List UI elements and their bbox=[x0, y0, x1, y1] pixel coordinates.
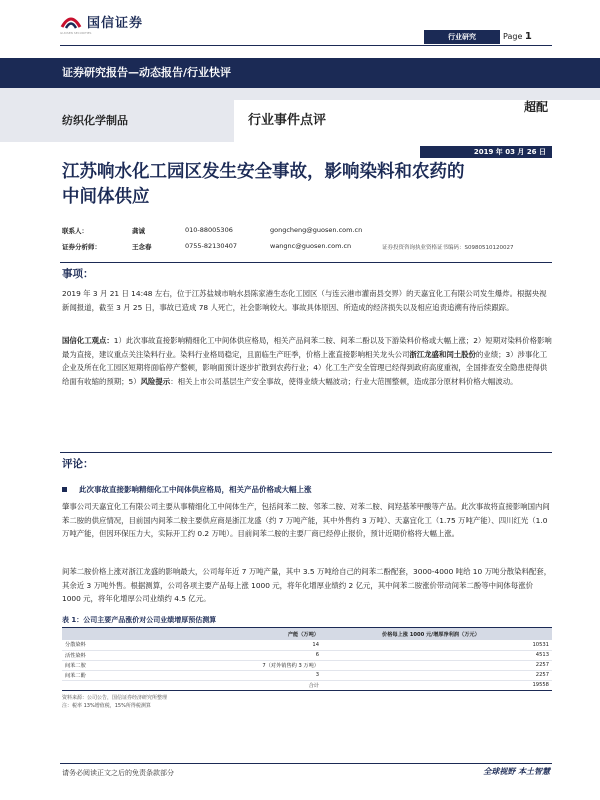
view-paragraph bbox=[62, 334, 552, 388]
company-logo bbox=[60, 12, 143, 31]
page-label: Page bbox=[503, 32, 523, 41]
commentary-type: 行业事件点评 bbox=[248, 113, 327, 128]
contact-name: 龚诚 bbox=[132, 227, 145, 235]
footer-rule bbox=[60, 763, 552, 764]
table-cell: 14 bbox=[172, 640, 322, 650]
page-number: 1 bbox=[524, 31, 532, 42]
table-total-row bbox=[62, 680, 552, 690]
table-cell: 10531 bbox=[322, 640, 552, 650]
table-row bbox=[62, 640, 552, 650]
table-source: 资料来源：公司公告，国信证券经济研究所整理 bbox=[62, 694, 168, 701]
comment-paragraph-1: 肇事公司天嘉宜化工有限公司主要从事精细化工中间体生产，包括间苯二胺、邻苯二胺、对苯二胺、间羟基苯甲酸等产品。此次事故将直接影响国内间苯二胺的供应情况，目前国内间苯二胺主要供应商是浙江龙盛（约 7 万吨产能，其中外售约 3 万吨）、天嘉宜化工（1.75 万吨产能）、四川红光（1.0 万吨产能，但因环保压力大，实际开工约 0.2 万吨）。目前间苯二胺的主要厂商已经停止报价，预计近期价格将大幅上涨。 bbox=[62, 502, 550, 538]
table-header-row bbox=[62, 628, 552, 640]
table-total-value: 19558 bbox=[322, 680, 552, 690]
report-category-tag: 行业研究 bbox=[424, 30, 500, 44]
view-text-1: 1）此次事故直接影响精细化工中间体供应格局，相关产品间苯二胺、间苯二酚以及下游染料价格或大幅上涨；2）短期对染料价格影响最为直接，建议重点关注染料行业。染料行业格局稳定，且面临生产旺季，价格上涨直接影响相关龙头公司 bbox=[62, 336, 552, 359]
table-row bbox=[62, 670, 552, 680]
table-row bbox=[62, 650, 552, 660]
industry-rating: 超配 bbox=[524, 100, 549, 114]
view-text-2: 的业绩；3）涉事化工企业及所在化工园区短期将面临停产整顿，影响面预计逐步扩散到农药行业；4）化工生产安全管理已经得到政府高度重视，全国排查安全隐患使得供给面有收缩的预期；5） bbox=[62, 349, 548, 386]
table-header-cell: 价格每上涨 1000 元/增厚净利润（万元） bbox=[322, 628, 552, 640]
table-total-label: 合计 bbox=[172, 680, 322, 690]
comment-paragraph-2: 间苯二胺价格上涨对浙江龙盛的影响最大，公司每年近 7 万吨产量，其中 3.5 万吨给自己的间苯二酚配套，3000-4000 吨给 10 万吨分散染料配套，其余近 3 万吨外售。根据测算，公司各项主要产品每上涨 1000 元，将年化增厚业绩约 2 亿元，其中间苯二胺涨价带动间苯二酚等中间体每涨价 1000 元，将年化增厚公司业绩约 4.5 亿元。 bbox=[62, 567, 552, 603]
report-title-line-2: 中间体供应 bbox=[62, 187, 150, 207]
report-title-line-1: 江苏响水化工园区发生安全事故，影响染料和农药的 bbox=[62, 162, 465, 182]
bullet-text: 此次事故直接影响精细化工中间体供应格局，相关产品价格或大幅上涨 bbox=[79, 485, 312, 494]
profit-estimate-table-block bbox=[62, 613, 552, 710]
event-section-rule bbox=[60, 262, 552, 263]
bullet-heading bbox=[62, 484, 312, 495]
table-header-cell bbox=[62, 628, 172, 640]
view-bold-companies: 浙江龙盛和闰土股份 bbox=[409, 349, 476, 359]
view-label: 国信化工观点： bbox=[62, 336, 114, 345]
view-text-3: ：相关上市公司基层生产安全事故，使得业绩大幅波动；行业大范围整顿，造成部分原材料价格大幅波动。 bbox=[170, 376, 518, 386]
report-title bbox=[62, 160, 554, 210]
logo-subtext: GUOSEN SECURITIES bbox=[60, 31, 92, 35]
report-type: 证券研究报告—动态报告/行业快评 bbox=[62, 66, 232, 79]
comment-section-title: 评论： bbox=[62, 458, 94, 470]
header-rule bbox=[60, 45, 552, 46]
event-paragraph: 2019 年 3 月 21 日 14:48 左右，位于江苏盐城市响水县陈家港生态化工园区（与连云港市灌南县交界）的天嘉宜化工有限公司发生爆炸。根据央视新闻报道，截至 3 月 25 日，事故已造成 78 人死亡，社会影响较大。事故具体原因、所造成的经济损失以及相应追责追溯有待后续跟踪。 bbox=[62, 289, 547, 312]
table-note: 注：税率 13%增值税，15%所得税测算 bbox=[62, 702, 151, 709]
table-cell: 2257 bbox=[322, 660, 552, 670]
page-indicator bbox=[503, 30, 532, 44]
table-cell: 6 bbox=[172, 650, 322, 660]
comment-section-rule bbox=[60, 452, 552, 453]
industry-name: 纺织化学制品 bbox=[62, 114, 128, 127]
table-cell: 间苯二胺 bbox=[62, 660, 172, 670]
table-cell bbox=[62, 680, 172, 690]
footer-disclaimer: 请务必阅读正文之后的免责条款部分 bbox=[62, 769, 174, 777]
table-header-cell: 产能（万吨） bbox=[172, 628, 322, 640]
risk-label: 风险提示 bbox=[140, 376, 171, 386]
table-cell: 2257 bbox=[322, 670, 552, 680]
table-caption: 表 1：公司主要产品涨价对公司业绩增厚预估测算 bbox=[62, 616, 217, 624]
table-notes bbox=[62, 694, 552, 710]
analyst-phone: 0755-82130407 bbox=[185, 242, 237, 250]
contact-role: 联系人： bbox=[62, 227, 88, 235]
contact-email[interactable]: gongcheng@guosen.com.cn bbox=[270, 226, 363, 234]
event-section-title: 事项： bbox=[62, 268, 94, 280]
table-row bbox=[62, 660, 552, 670]
analyst-role: 证券分析师： bbox=[62, 243, 101, 251]
analyst-license: 证券投资咨询执业资格证书编码：S0980510120027 bbox=[382, 245, 514, 251]
table-cell: 3 bbox=[172, 670, 322, 680]
table-cell: 4513 bbox=[322, 650, 552, 660]
table-cell: 7（对外销售约 3 万吨） bbox=[172, 660, 322, 670]
contact-phone: 010-88005306 bbox=[185, 226, 233, 234]
table-cell: 间苯二酚 bbox=[62, 670, 172, 680]
table-cell: 活性染料 bbox=[62, 650, 172, 660]
footer-slogan: 全球视野 本土智慧 bbox=[483, 767, 550, 776]
bullet-square-icon bbox=[62, 487, 67, 492]
profit-estimate-table bbox=[62, 628, 552, 691]
analyst-email[interactable]: wangnc@guosen.com.cn bbox=[270, 242, 352, 250]
analyst-name: 王念春 bbox=[132, 243, 152, 251]
logo-text: 国信证券 bbox=[87, 16, 144, 31]
table-cell: 分散染料 bbox=[62, 640, 172, 650]
report-date: 2019 年 03 月 26 日 bbox=[420, 146, 552, 158]
logo-emblem-icon bbox=[60, 13, 82, 31]
